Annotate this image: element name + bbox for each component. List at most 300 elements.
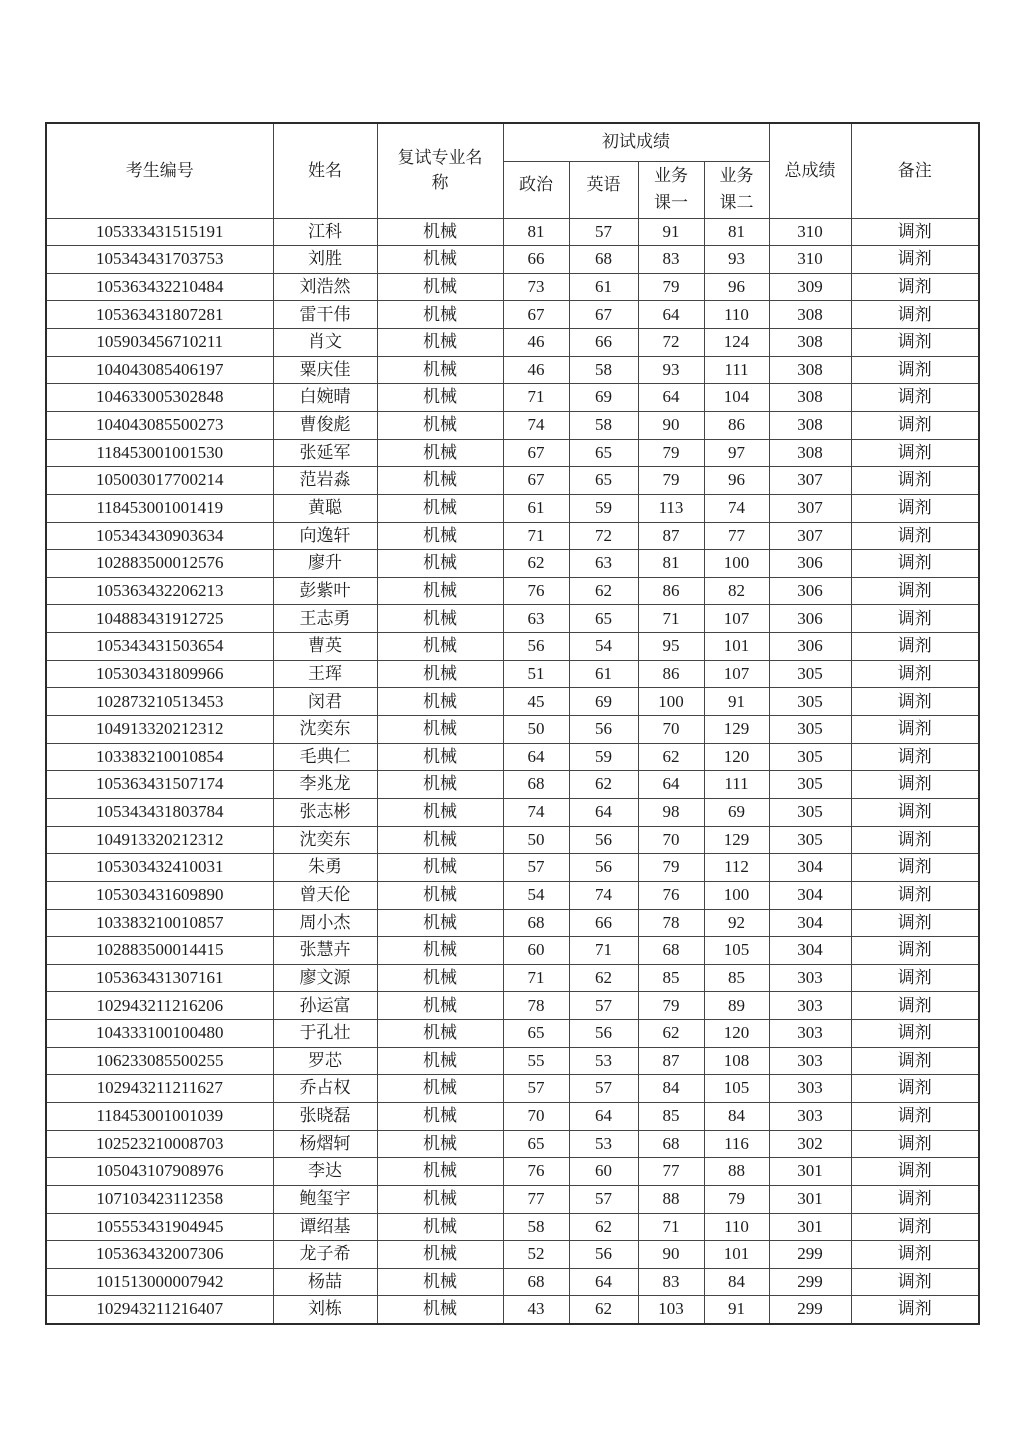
cell-total-score: 310 [769,246,851,274]
cell-english: 62 [569,1213,638,1241]
cell-candidate-id: 104883431912725 [46,605,273,633]
cell-course1: 78 [638,909,704,937]
cell-english: 64 [569,798,638,826]
cell-retest-major: 机械 [377,992,503,1020]
cell-course1: 85 [638,964,704,992]
cell-name: 杨喆 [273,1268,377,1296]
cell-total-score: 301 [769,1213,851,1241]
cell-english: 54 [569,633,638,661]
table-row [46,743,979,771]
cell-english: 56 [569,826,638,854]
cell-remark: 调剂 [851,1296,979,1324]
cell-politics: 51 [503,660,569,688]
table-row [46,633,979,661]
cell-course2: 96 [704,273,769,301]
cell-course2: 84 [704,1268,769,1296]
cell-remark: 调剂 [851,992,979,1020]
cell-course2: 111 [704,771,769,799]
cell-retest-major: 机械 [377,1268,503,1296]
cell-name: 王志勇 [273,605,377,633]
table-row [46,937,979,965]
cell-english: 62 [569,577,638,605]
table-row [46,1130,979,1158]
cell-candidate-id: 105343430903634 [46,522,273,550]
cell-course1: 71 [638,605,704,633]
cell-candidate-id: 105343431803784 [46,798,273,826]
cell-total-score: 303 [769,1075,851,1103]
cell-course2: 112 [704,854,769,882]
cell-english: 61 [569,273,638,301]
cell-course2: 108 [704,1047,769,1075]
cell-remark: 调剂 [851,688,979,716]
table-row [46,854,979,882]
cell-total-score: 303 [769,1103,851,1131]
cell-total-score: 305 [769,826,851,854]
cell-retest-major: 机械 [377,826,503,854]
cell-name: 曹俊彪 [273,411,377,439]
header-total-score: 总成绩 [769,123,851,218]
cell-english: 72 [569,522,638,550]
cell-name: 刘栋 [273,1296,377,1324]
cell-course1: 87 [638,1047,704,1075]
cell-english: 74 [569,881,638,909]
cell-total-score: 304 [769,854,851,882]
cell-total-score: 307 [769,494,851,522]
cell-total-score: 306 [769,633,851,661]
cell-course1: 79 [638,273,704,301]
cell-name: 王珲 [273,660,377,688]
cell-name: 杨熠轲 [273,1130,377,1158]
cell-remark: 调剂 [851,909,979,937]
cell-course2: 79 [704,1185,769,1213]
cell-course1: 72 [638,329,704,357]
cell-remark: 调剂 [851,494,979,522]
cell-total-score: 301 [769,1185,851,1213]
cell-retest-major: 机械 [377,1020,503,1048]
cell-english: 68 [569,246,638,274]
cell-politics: 46 [503,356,569,384]
cell-course2: 91 [704,1296,769,1324]
cell-english: 62 [569,1296,638,1324]
cell-retest-major: 机械 [377,467,503,495]
cell-course1: 85 [638,1103,704,1131]
cell-english: 56 [569,1020,638,1048]
cell-total-score: 307 [769,467,851,495]
cell-retest-major: 机械 [377,1158,503,1186]
cell-politics: 76 [503,577,569,605]
cell-total-score: 308 [769,356,851,384]
cell-retest-major: 机械 [377,854,503,882]
header-politics [503,161,569,218]
cell-retest-major: 机械 [377,743,503,771]
cell-course2: 105 [704,1075,769,1103]
cell-course2: 110 [704,1213,769,1241]
cell-politics: 73 [503,273,569,301]
cell-remark: 调剂 [851,411,979,439]
cell-english: 53 [569,1047,638,1075]
cell-course1: 83 [638,1268,704,1296]
cell-candidate-id: 104333100100480 [46,1020,273,1048]
cell-course2: 120 [704,743,769,771]
cell-name: 范岩淼 [273,467,377,495]
table-row [46,992,979,1020]
cell-candidate-id: 103383210010857 [46,909,273,937]
cell-politics: 65 [503,1130,569,1158]
cell-english: 60 [569,1158,638,1186]
cell-course1: 79 [638,992,704,1020]
cell-remark: 调剂 [851,522,979,550]
cell-course2: 82 [704,577,769,605]
cell-candidate-id: 105363432206213 [46,577,273,605]
cell-name: 黄聪 [273,494,377,522]
cell-course1: 84 [638,1075,704,1103]
cell-candidate-id: 118453001001039 [46,1103,273,1131]
cell-course2: 105 [704,937,769,965]
cell-name: 刘浩然 [273,273,377,301]
cell-retest-major: 机械 [377,494,503,522]
cell-retest-major: 机械 [377,356,503,384]
cell-politics: 81 [503,218,569,246]
cell-english: 57 [569,992,638,1020]
cell-course2: 100 [704,550,769,578]
cell-candidate-id: 105303431609890 [46,881,273,909]
cell-course2: 129 [704,826,769,854]
cell-remark: 调剂 [851,384,979,412]
table-row [46,273,979,301]
cell-name: 于孔壮 [273,1020,377,1048]
header-course1-label: 业务课一 [654,166,688,212]
cell-remark: 调剂 [851,716,979,744]
cell-candidate-id: 104043085500273 [46,411,273,439]
cell-politics: 71 [503,384,569,412]
cell-politics: 56 [503,633,569,661]
cell-course2: 88 [704,1158,769,1186]
cell-politics: 60 [503,937,569,965]
cell-name: 周小杰 [273,909,377,937]
cell-remark: 调剂 [851,771,979,799]
cell-retest-major: 机械 [377,1047,503,1075]
cell-course2: 89 [704,992,769,1020]
cell-candidate-id: 104913320212312 [46,716,273,744]
cell-course1: 87 [638,522,704,550]
table-row [46,1296,979,1324]
cell-remark: 调剂 [851,743,979,771]
cell-candidate-id: 102523210008703 [46,1130,273,1158]
cell-politics: 57 [503,1075,569,1103]
cell-candidate-id: 105303431809966 [46,660,273,688]
cell-politics: 43 [503,1296,569,1324]
cell-course1: 83 [638,246,704,274]
cell-course2: 96 [704,467,769,495]
cell-total-score: 308 [769,384,851,412]
cell-total-score: 305 [769,771,851,799]
cell-candidate-id: 102943211216206 [46,992,273,1020]
header-retest-major [377,123,503,218]
cell-course2: 85 [704,964,769,992]
header-initial-exam-group: 初试成绩 [503,123,769,161]
cell-total-score: 305 [769,688,851,716]
cell-course2: 107 [704,660,769,688]
cell-course1: 95 [638,633,704,661]
cell-course1: 70 [638,826,704,854]
cell-retest-major: 机械 [377,881,503,909]
table-row [46,384,979,412]
cell-remark: 调剂 [851,605,979,633]
table-row [46,660,979,688]
cell-course1: 103 [638,1296,704,1324]
cell-name: 肖文 [273,329,377,357]
cell-course1: 71 [638,1213,704,1241]
cell-total-score: 306 [769,605,851,633]
cell-course2: 93 [704,246,769,274]
cell-candidate-id: 105303432410031 [46,854,273,882]
cell-candidate-id: 103383210010854 [46,743,273,771]
header-remark: 备注 [851,123,979,218]
cell-total-score: 303 [769,964,851,992]
cell-candidate-id: 118453001001419 [46,494,273,522]
cell-candidate-id: 105043107908976 [46,1158,273,1186]
cell-course1: 100 [638,688,704,716]
cell-candidate-id: 105343431503654 [46,633,273,661]
cell-politics: 67 [503,467,569,495]
cell-politics: 71 [503,964,569,992]
table-row [46,1158,979,1186]
cell-candidate-id: 104913320212312 [46,826,273,854]
cell-name: 刘胜 [273,246,377,274]
table-row [46,1185,979,1213]
cell-politics: 77 [503,1185,569,1213]
cell-retest-major: 机械 [377,1213,503,1241]
cell-name: 白婉晴 [273,384,377,412]
cell-retest-major: 机械 [377,716,503,744]
cell-english: 56 [569,716,638,744]
cell-course1: 79 [638,854,704,882]
cell-english: 66 [569,329,638,357]
cell-politics: 67 [503,301,569,329]
cell-total-score: 306 [769,550,851,578]
cell-candidate-id: 105003017700214 [46,467,273,495]
cell-total-score: 299 [769,1268,851,1296]
cell-remark: 调剂 [851,937,979,965]
cell-candidate-id: 105903456710211 [46,329,273,357]
header-course2 [704,161,769,218]
cell-total-score: 304 [769,881,851,909]
cell-name: 沈奕东 [273,716,377,744]
table-row [46,964,979,992]
cell-name: 沈奕东 [273,826,377,854]
cell-course1: 79 [638,467,704,495]
cell-remark: 调剂 [851,881,979,909]
table-row [46,218,979,246]
table-row [46,246,979,274]
cell-english: 57 [569,218,638,246]
cell-course1: 81 [638,550,704,578]
table-row [46,1103,979,1131]
table-row [46,826,979,854]
cell-course2: 104 [704,384,769,412]
cell-politics: 71 [503,522,569,550]
cell-name: 谭绍基 [273,1213,377,1241]
cell-remark: 调剂 [851,1213,979,1241]
table-row [46,1241,979,1269]
cell-politics: 46 [503,329,569,357]
cell-english: 63 [569,550,638,578]
cell-candidate-id: 105333431515191 [46,218,273,246]
table-row [46,1047,979,1075]
cell-total-score: 304 [769,937,851,965]
cell-english: 69 [569,688,638,716]
cell-politics: 52 [503,1241,569,1269]
table-row [46,771,979,799]
table-row [46,688,979,716]
cell-remark: 调剂 [851,1103,979,1131]
cell-course2: 97 [704,439,769,467]
table-row [46,909,979,937]
cell-candidate-id: 102943211211627 [46,1075,273,1103]
cell-retest-major: 机械 [377,522,503,550]
cell-remark: 调剂 [851,1020,979,1048]
cell-course2: 100 [704,881,769,909]
cell-english: 62 [569,964,638,992]
cell-retest-major: 机械 [377,1130,503,1158]
table-row [46,881,979,909]
cell-politics: 58 [503,1213,569,1241]
cell-english: 58 [569,356,638,384]
cell-remark: 调剂 [851,1130,979,1158]
cell-politics: 54 [503,881,569,909]
cell-english: 61 [569,660,638,688]
cell-name: 龙子希 [273,1241,377,1269]
table-row [46,798,979,826]
table-row [46,329,979,357]
cell-name: 张晓磊 [273,1103,377,1131]
cell-remark: 调剂 [851,467,979,495]
cell-politics: 55 [503,1047,569,1075]
cell-retest-major: 机械 [377,660,503,688]
cell-total-score: 302 [769,1130,851,1158]
cell-course2: 81 [704,218,769,246]
cell-name: 江科 [273,218,377,246]
cell-remark: 调剂 [851,826,979,854]
table-row [46,467,979,495]
cell-name: 粟庆佳 [273,356,377,384]
cell-course2: 116 [704,1130,769,1158]
cell-course1: 62 [638,1020,704,1048]
cell-name: 曾天伦 [273,881,377,909]
cell-total-score: 299 [769,1296,851,1324]
cell-english: 62 [569,771,638,799]
cell-name: 李达 [273,1158,377,1186]
cell-name: 朱勇 [273,854,377,882]
cell-remark: 调剂 [851,356,979,384]
cell-total-score: 305 [769,798,851,826]
cell-candidate-id: 102943211216407 [46,1296,273,1324]
cell-remark: 调剂 [851,964,979,992]
cell-retest-major: 机械 [377,550,503,578]
cell-candidate-id: 106233085500255 [46,1047,273,1075]
header-retest-major-label: 复试专业名称 [397,148,483,192]
cell-english: 65 [569,439,638,467]
cell-politics: 67 [503,439,569,467]
table-row [46,577,979,605]
cell-remark: 调剂 [851,798,979,826]
cell-name: 孙运富 [273,992,377,1020]
cell-english: 56 [569,1241,638,1269]
cell-retest-major: 机械 [377,1241,503,1269]
cell-course2: 101 [704,1241,769,1269]
cell-course2: 84 [704,1103,769,1131]
cell-remark: 调剂 [851,854,979,882]
cell-total-score: 308 [769,411,851,439]
cell-retest-major: 机械 [377,688,503,716]
cell-english: 59 [569,494,638,522]
cell-english: 65 [569,605,638,633]
table-row [46,716,979,744]
table-body [46,218,979,1324]
header-candidate-id: 考生编号 [46,123,273,218]
cell-english: 64 [569,1268,638,1296]
cell-course2: 92 [704,909,769,937]
cell-course2: 124 [704,329,769,357]
cell-candidate-id: 102883500014415 [46,937,273,965]
cell-politics: 63 [503,605,569,633]
cell-retest-major: 机械 [377,1296,503,1324]
cell-course1: 79 [638,439,704,467]
cell-retest-major: 机械 [377,909,503,937]
cell-politics: 50 [503,826,569,854]
cell-retest-major: 机械 [377,411,503,439]
cell-retest-major: 机械 [377,964,503,992]
cell-course2: 74 [704,494,769,522]
header-english [569,161,638,218]
table-row [46,494,979,522]
cell-total-score: 305 [769,743,851,771]
table-row [46,1213,979,1241]
cell-politics: 68 [503,1268,569,1296]
cell-politics: 57 [503,854,569,882]
cell-remark: 调剂 [851,439,979,467]
header-course1 [638,161,704,218]
cell-course1: 68 [638,937,704,965]
cell-retest-major: 机械 [377,384,503,412]
cell-course2: 101 [704,633,769,661]
header-course2-label: 业务课二 [719,166,754,212]
table-row [46,550,979,578]
cell-course2: 111 [704,356,769,384]
cell-english: 57 [569,1075,638,1103]
cell-course1: 90 [638,411,704,439]
cell-total-score: 301 [769,1158,851,1186]
cell-total-score: 310 [769,218,851,246]
table-row [46,1268,979,1296]
cell-name: 毛典仁 [273,743,377,771]
cell-total-score: 299 [769,1241,851,1269]
cell-retest-major: 机械 [377,273,503,301]
cell-total-score: 308 [769,439,851,467]
cell-remark: 调剂 [851,1158,979,1186]
cell-name: 向逸轩 [273,522,377,550]
table-row [46,1075,979,1103]
cell-english: 53 [569,1130,638,1158]
table-row [46,439,979,467]
cell-course1: 90 [638,1241,704,1269]
cell-total-score: 306 [769,577,851,605]
cell-english: 69 [569,384,638,412]
cell-remark: 调剂 [851,246,979,274]
cell-total-score: 307 [769,522,851,550]
cell-course1: 62 [638,743,704,771]
cell-politics: 76 [503,1158,569,1186]
